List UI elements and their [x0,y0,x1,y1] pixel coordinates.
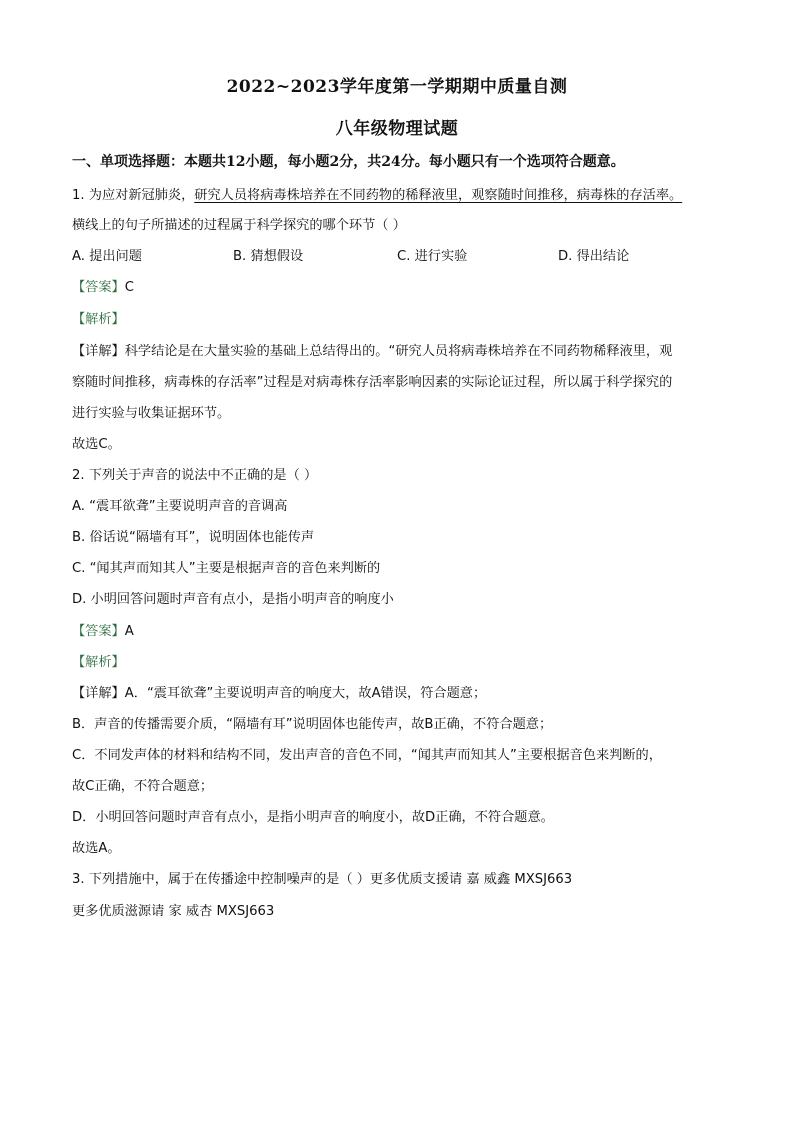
question-2-analysis-label: 【解析】 [72,655,125,670]
question-2-option-a: A. “震耳欲聋”主要说明声音的音调高 [72,499,288,514]
question-2-detail-line: B．声音的传播需要介质，“隔墙有耳”说明固体也能传声，故B正确，不符合题意； [72,717,553,732]
question-1-number: 1. 为应对新冠肺炎， [72,188,195,203]
option-d: D. 得出结论 [558,249,630,264]
question-2-detail-line: D．小明回答问题时声音有点小，是指小明声音的响度小，故D正确，不符合题意。 [72,810,554,825]
question-2-option-d: D. 小明回答问题时声音有点小，是指小明声音的响度小 [72,592,394,607]
question-1-answer [72,276,134,295]
question-1-detail [72,340,672,359]
option-a: A. 提出问题 [72,249,142,264]
option-c: C. 进行实验 [397,249,468,264]
question-3-stem: 3. 下列措施中，属于在传播途中控制噪声的是（ ）更多优质支援请 嘉 威鑫 MXSJ663 [72,872,573,887]
detail-text: 科学结论是在大量实验的基础上总结得出的。“研究人员将病毒株培养在不同药物稀释液里，观 [124,344,673,359]
section-heading: 一、单项选择题：本题共12小题，每小题2分，共24分。每小题只有一个选项符合题意。 [72,154,625,170]
question-2-detail-line: C．不同发声体的材料和结构不同，发出声音的音色不同，“闻其声而知其人”主要根据音色来判断的， [72,748,662,763]
answer-value: C [124,280,134,295]
question-2-stem: 2. 下列关于声音的说法中不正确的是（ ） [72,468,318,483]
answer-value: A [124,624,134,639]
question-2-answer [72,620,134,639]
question-2-conclusion: 故选A。 [72,841,121,856]
detail-label: 【详解】 [72,686,125,701]
question-2-detail [72,682,486,701]
detail-label: 【详解】 [72,344,125,359]
question-1-detail-line: 进行实验与收集证据环节。 [72,406,231,421]
footer-note: 更多优质滋源请 家 威杏 MXSJ663 [72,904,275,919]
question-1-underlined-text: 研究人员将病毒株培养在不同药物的稀释液里，观察随时间推移，病毒株的存活率。 [194,188,683,203]
question-1-detail-line: 察随时间推移，病毒株的存活率”过程是对病毒株存活率影响因素的实际论证过程，所以属于科学探究的 [72,375,673,390]
answer-label: 【答案】 [72,624,125,639]
option-b: B. 猜想假设 [233,249,304,264]
question-1-stem [72,184,682,203]
question-1-line2: 横线上的句子所描述的过程属于科学探究的哪个环节（ ） [72,218,406,233]
question-1-options [72,245,712,265]
question-2-option-b: B. 俗话说“隔墙有耳”，说明固体也能传声 [72,530,315,545]
page-subtitle: 八年级物理试题 [335,119,459,139]
detail-text: A．“震耳欲聋”主要说明声音的响度大，故A错误，符合题意； [124,686,487,701]
question-1-conclusion: 故选C。 [72,437,121,452]
answer-label: 【答案】 [72,280,125,295]
page-title: 2022~2023学年度第一学期期中质量自测 [226,77,568,97]
question-2-detail-line: 故C正确，不符合题意； [72,779,214,794]
question-1-analysis-label: 【解析】 [72,312,125,327]
question-2-option-c: C. “闻其声而知其人”主要是根据声音的音色来判断的 [72,561,381,576]
